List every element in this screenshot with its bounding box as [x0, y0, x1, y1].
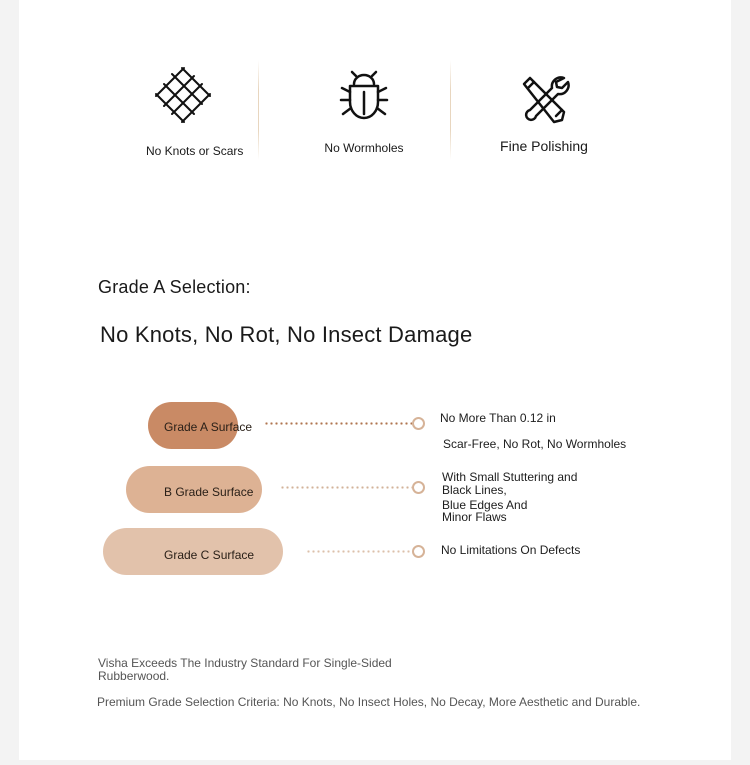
connector-end — [412, 417, 425, 430]
feature-no-wormholes — [316, 70, 412, 155]
grade-description: Scar-Free, No Rot, No Wormholes — [443, 437, 627, 451]
grade-description: Black Lines, — [442, 483, 507, 497]
feature-label: Fine Polishing — [500, 138, 588, 154]
grade-description: No More Than 0.12 in — [440, 411, 556, 425]
grade-subheading: No Knots, No Rot, No Insect Damage — [100, 322, 473, 347]
footer-criteria: Premium Grade Selection Criteria: No Knots, No Insect Holes, No Decay, More Aesthetic and Durable. — [97, 695, 641, 709]
feature-label: No Knots or Scars — [146, 144, 244, 158]
divider — [258, 60, 259, 160]
grade-label: Grade C Surface — [164, 548, 255, 562]
footer-statement: Visha Exceeds The Industry Standard For Single-Sided Rubberwood. — [98, 656, 392, 683]
grade-label: Grade A Surface — [164, 420, 253, 434]
feature-label: No Wormholes — [324, 141, 404, 155]
grade-description: Blue Edges And — [442, 498, 528, 512]
feature-no-knots — [140, 64, 250, 158]
grade-description: Minor Flaws — [442, 510, 507, 524]
connector-end — [412, 481, 425, 494]
connector-dots — [280, 486, 412, 489]
crosshatch-icon — [152, 64, 214, 126]
grade-heading: Grade A Selection: — [98, 277, 251, 297]
feature-fine-polishing — [490, 72, 598, 154]
tools-icon — [518, 72, 570, 124]
connector-dots — [306, 550, 412, 553]
grade-label: B Grade Surface — [164, 485, 254, 499]
connector-dots — [264, 422, 412, 425]
connector-end — [412, 545, 425, 558]
grade-description: No Limitations On Defects — [441, 543, 581, 557]
divider — [450, 60, 451, 160]
grade-description: With Small Stuttering and — [442, 470, 578, 484]
bug-icon — [338, 70, 390, 126]
